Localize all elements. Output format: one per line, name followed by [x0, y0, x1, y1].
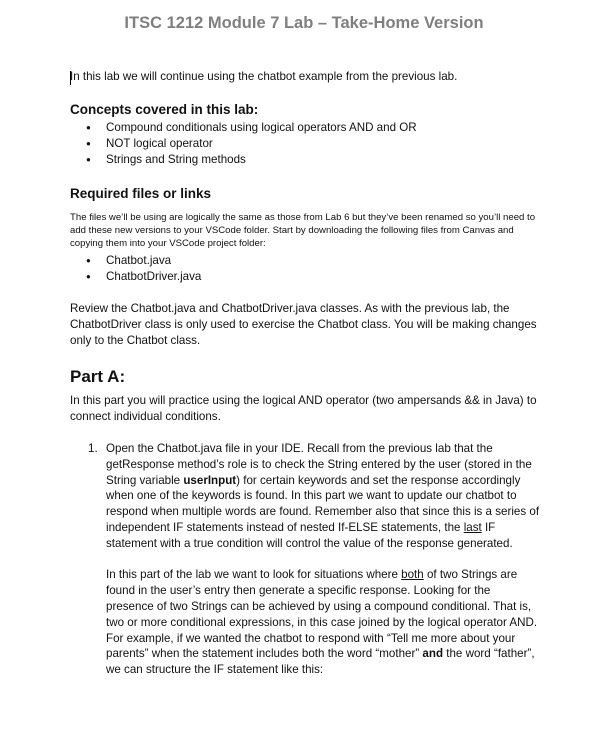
text-run: of two Strings are found in the user’s entry then generate a specific response. Looking for the presence of two Strings can be achieved by using a compound conditional. That is, two or more conditional expressions, in this case joined by the logical operator AND. For example, if we wanted the chatbot to respond with “Tell me more about your parents” when the statement includes both the word “mother” — [106, 568, 538, 661]
bold-text: and — [422, 647, 444, 661]
intro-paragraph: In this lab we will continue using the chatbot example from the previous lab. — [70, 70, 458, 83]
text-run: the word “father”, we can structure the IF statement like this: — [106, 647, 535, 677]
files-list — [70, 253, 201, 285]
part-a-intro: In this part you will practice using the logical AND operator (two ampersands && in Java) to connect individual conditions. — [70, 394, 537, 423]
file-item: ● Chatbot.java — [70, 253, 201, 269]
text-run: IF statement with a true condition will control the value of the response generated. — [106, 520, 513, 550]
concept-item: ● NOT logical operator — [70, 136, 417, 152]
step-paragraph-1 — [106, 441, 540, 552]
step-number: 1. — [88, 442, 98, 455]
text-run: Open the Chatbot.java file in your IDE. Recall from the previous lab that the getResponse method’s role is to check the String entered by the user (stored in the String variable — [106, 442, 532, 487]
document-title: ITSC 1212 Module 7 Lab – Take-Home Version — [124, 14, 484, 32]
review-paragraph: Review the Chatbot.java and ChatbotDriver.java classes. As with the previous lab, the ChatbotDriver class is only used to exercise the Chatbot class. You will be making changes only to the Chatbot class. — [70, 302, 537, 347]
concept-item: ● Compound conditionals using logical operators AND and OR — [70, 120, 417, 136]
part-a-heading: Part A: — [70, 367, 126, 386]
file-item: ● ChatbotDriver.java — [70, 269, 201, 285]
concept-item: ● Strings and String methods — [70, 152, 417, 168]
bold-text: userInput — [183, 473, 237, 487]
text-run: In this part of the lab we want to look for situations where — [106, 568, 402, 582]
underlined-text: last — [463, 520, 482, 534]
step-1 — [70, 441, 540, 694]
step-body — [106, 441, 540, 678]
required-paragraph: The files we’ll be using are logically the same as those from Lab 6 but they’ve been renamed so you’ll need to add these new versions to your VSCode folder. Start by downloading the following files from Canvas and copying them into your VSCode project folder: — [70, 212, 536, 249]
text-run: ) for certain keywords and set the response accordingly when one of the keywords is found. In this part we want to update our chatbot to respond when multiple words are found. Remember also that since this is a series of independent IF statements instead of nested If-ELSE statements, the — [106, 473, 540, 534]
concepts-heading: Concepts covered in this lab: — [70, 102, 259, 117]
concepts-list — [70, 120, 417, 168]
required-heading: Required files or links — [70, 186, 212, 201]
step-paragraph-2 — [106, 567, 540, 678]
underlined-text: both — [401, 568, 424, 582]
